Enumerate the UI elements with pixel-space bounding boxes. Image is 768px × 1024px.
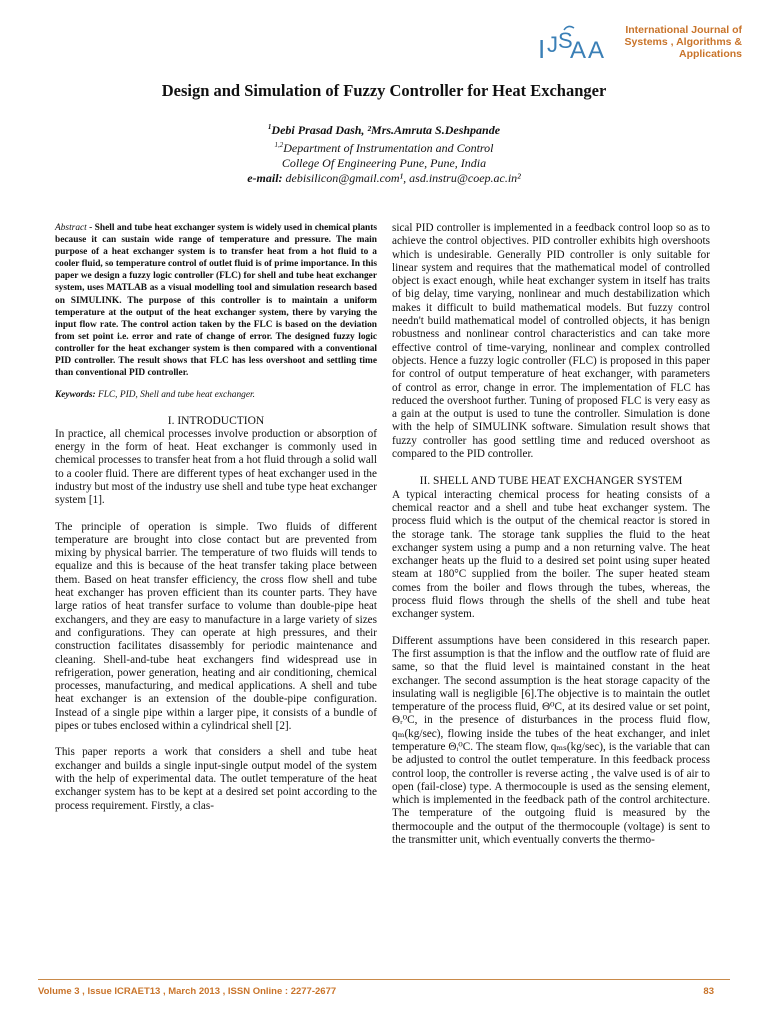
affiliation-sup: 1,2 bbox=[274, 141, 284, 149]
ijsaa-logo-mark bbox=[534, 22, 614, 72]
svg-text:A: A bbox=[570, 37, 587, 64]
svg-text:S: S bbox=[558, 28, 573, 53]
author-names: $^1$Debi Prasad Dash, ²Mrs.Amruta S.Deshpande bbox=[267, 123, 501, 137]
email-label: e-mail: bbox=[247, 171, 283, 185]
page-number: 83 bbox=[703, 986, 714, 997]
abstract-text: - Shell and tube heat exchanger system is widely used in chemical plants because it can sustain wide range of temperature and pressure. The main purpose of a heat exchanger system is to transfer heat from a hot fluid to a cooler fluid, so temperature control of outlet fluid is of prime importance. In this paper we design a fuzzy logic controller (FLC) for shell and tube heat exchanger system, uses MATLAB as a visual modelling tool and simulation research based on SIMULINK. The purpose of this controller is to maintain a uniform temperature at the output of the heat exchanger system, there by varying the input flow rate. The control action taken by the FLC is based on the deviation from set point i.e. error and rate of change of error. The designed fuzzy logic controller for the heat exchanger system is then compared with a conventional PID controller. The result shows that FLC has less overshoot and settling time than conventional PID controller. bbox=[55, 223, 378, 379]
intro-paragraph: This paper reports a work that considers a shell and tube heat exchanger and builds a single input-single output model of the system with the help of experimental data. The outlet temperature of the heat exchanger system has to be kept at a desired set point according to the process requirement. Firstly, a clas- bbox=[55, 746, 377, 812]
system-paragraph: A typical interacting chemical process for heating consists of a chemical reactor and a shell and tube heat exchanger system. The process fluid which is the output of the chemical reactor is stored in the storage tank. The storage tank supplies the fluid to the heat exchanger system using a pump and a non returning valve. The heat exchanger heats up the fluid to a desired set point using super heated steam at 180°C supplied from the boiler. The super heated steam comes from the boiler and flows through the tubes, whereas, the process fluid flows through the shells of the shell and tube heat exchanger system. bbox=[392, 488, 710, 621]
abstract bbox=[55, 222, 377, 379]
email-addresses: debisilicon@gmail.com¹, asd.instru@coep.ac.in² bbox=[285, 171, 521, 185]
keywords-lead: Keywords: bbox=[55, 390, 96, 401]
keywords bbox=[55, 389, 377, 402]
author-names-text: Debi Prasad Dash, ²Mrs.Amruta S.Deshpande bbox=[271, 123, 501, 137]
affiliation-text: Department of Instrumentation and Control bbox=[283, 141, 494, 155]
section-heading-system: II. SHELL AND TUBE HEAT EXCHANGER SYSTEM bbox=[419, 475, 683, 488]
college: College Of Engineering Pune, Pune, India bbox=[281, 156, 487, 170]
left-column bbox=[55, 222, 377, 826]
footer-divider bbox=[38, 979, 730, 980]
email-line bbox=[0, 171, 768, 186]
intro-continuation: sical PID controller is implemented in a feedback control loop so as to achieve the control objectives. PID controller exhibits high overshoots which is undesirable. Generally PID controller is only suitable for linear system and requires that the mathematical model of controlled object is exact enough, while heat exchanger system in itself has traits of big delay, time varying, nonlinear and much destabilization which makes it difficult to build mathematical models. But fuzzy control needn't build mathematical model of controlled objects, it has benign robustness and nonlinear control characteristics and can take more effective control of time-varying, nonlinear and complex controlled objects. Hence a fuzzy logic controller (FLC) is proposed in this paper for control of output temperature of heat exchanger, with parameters of control as error, change in error. The implementation of FLC has reduced the overshoot further. Tuning of proposed FLC is very easy as a gain at the output is used to tune the controller. Simulation is done with the help of SIMULINK software. Simulation result shows that fuzzy controller has good settling time and reduced overshoot as compared to the PID controller. bbox=[392, 222, 710, 461]
abstract-lead: Abstract bbox=[55, 223, 87, 233]
svg-text:I: I bbox=[538, 34, 546, 64]
paper-title: Design and Simulation of Fuzzy Controller for Heat Exchanger bbox=[161, 81, 607, 100]
journal-logo bbox=[534, 22, 614, 72]
svg-text:A: A bbox=[588, 37, 605, 64]
journal-name-line: Applications bbox=[678, 48, 742, 60]
intro-paragraph: The principle of operation is simple. Two fluids of different temperature are brought into close contact but are prevented from mixing by physical barrier. The temperature of two fluids will tends to equalize and this is because of the heat transfer taking place between them. Based on heat transfer efficiency, the cross flow shell and tube heat exchanger has proven efficient than its counter parts. They have large ratios of heat transfer surface to volume than double-pipe heat exchangers, and they are easy to manufacture in a large variety of sizes and configurations. They can operate at high pressures, and their construction facilitates disassembly for periodic maintenance and cleaning. Shell-and-tube heat exchangers find widespread use in refrigeration, power generation, heating and air conditioning, chemical processes, manufacturing, and medical applications. A shell and tube heat exchanger is an extension of the double-pipe configuration. Instead of a single pipe within a larger pipe, it consists of a bundle of pipes or tubes enclosed within a cylindrical shell [2]. bbox=[55, 520, 377, 733]
section-heading-introduction: I. INTRODUCTION bbox=[167, 414, 265, 427]
footer-issue: Volume 3 , Issue ICRAET13 , March 2013 , ISSN Online : 2277-2677 bbox=[38, 986, 337, 997]
author-block bbox=[0, 120, 768, 186]
svg-text:J: J bbox=[547, 32, 558, 57]
keywords-text: FLC, PID, Shell and tube heat exchanger. bbox=[97, 390, 255, 401]
intro-paragraph: In practice, all chemical processes involve production or absorption of energy in the form of heat. Heat exchanger is commonly used in chemical processes to transfer heat from a hot fluid through a solid wall to a cooler fluid. There are different types of heat exchanger used in the industry but most of the industry use shell and tube type heat exchanger system [1]. bbox=[55, 427, 377, 507]
journal-name-line: Systems , Algorithms & bbox=[624, 36, 742, 48]
journal-name bbox=[612, 24, 742, 60]
right-column bbox=[392, 222, 710, 860]
journal-name-line: International Journal of bbox=[625, 24, 742, 36]
affiliation bbox=[0, 138, 768, 156]
system-paragraph: Different assumptions have been considered in this research paper. The first assumption is that the inflow and the outflow rate of fluid are same, so that the fluid level is maintained constant in the heat exchanger. The second assumption is the heat storage capacity of the insulating wall is negligible [6].The objective is to maintain the outlet temperature of the process fluid, Θ⁰C, at its desired value or set point, Θᵣ⁰C, in the presence of disturbances in the process fluid flow, qₘ(kg/sec), flowing inside the tubes of the heat exchanger, and inlet temperature Θᵢ⁰C. The steam flow, qₘₛ(kg/sec), is the variable that can be adjusted to control the outlet temperature. In this feedback process control loop, the controller is reverse acting , the valve used is of air to open (fail-close) type. A thermocouple is used as the sensing element, which is implemented in the feedback path of the control architecture. The temperature of the outgoing fluid is measured by the thermocouple and the output of the thermocouple (voltage) is sent to the transmitter unit, which eventually converts the thermo- bbox=[392, 634, 710, 847]
